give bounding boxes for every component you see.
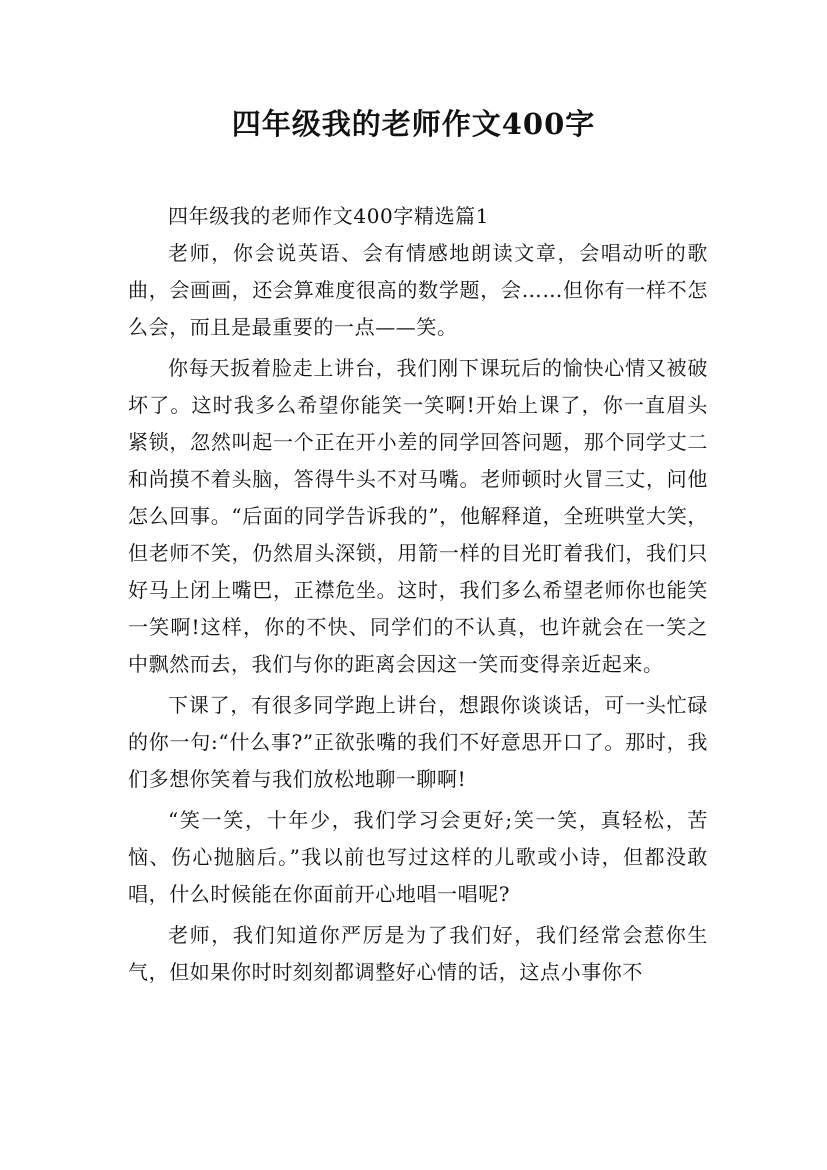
paragraph-2: 你每天扳着脸走上讲台，我们刚下课玩后的愉快心情又被破坏了。这时我多么希望你能笑一笑啊!开始上课了，你一直眉头紧锁，忽然叫起一个正在开小差的同学回答问题，那个同学丈二和尚摸不着头脑，答得牛头不对马嘴。老师顿时火冒三丈，问他怎么回事。“后面的同学告诉我的”，他解释道，全班哄堂大笑，但老师不笑，仍然眉头深锁，用箭一样的目光盯着我们，我们只好马上闭上嘴巴，正襟危坐。这时，我们多么希望老师你也能笑一笑啊!这样，你的不快、同学们的不认真，也许就会在一笑之中飘然而去，我们与你的距离会因这一笑而变得亲近起来。 bbox=[128, 356, 708, 676]
paragraph-4: “笑一笑，十年少，我们学习会更好;笑一笑，真轻松，苦恼、伤心抛脑后。”我以前也写过这样的儿歌或小诗，但都没敢唱，什么时候能在你面前开心地唱一唱呢? bbox=[128, 808, 708, 906]
document-title: 四年级我的老师作文400字 bbox=[231, 107, 596, 141]
paragraph-1: 老师，你会说英语、会有情感地朗读文章，会唱动听的歌曲，会画画，还会算难度很高的数学题，会……但你有一样不怎么会，而且是最重要的一点——笑。 bbox=[128, 241, 708, 339]
document-subtitle: 四年级我的老师作文400字精选篇1 bbox=[168, 204, 490, 228]
document-body bbox=[128, 198, 708, 991]
paragraph-3: 下课了，有很多同学跑上讲台，想跟你谈谈话，可一头忙碌的你一句:“什么事?”正欲张嘴的我们不好意思开口了。那时，我们多想你笑着与我们放松地聊一聊啊! bbox=[128, 693, 708, 791]
paragraph-5: 老师，我们知道你严厉是为了我们好，我们经常会惹你生气，但如果你时时刻刻都调整好心情的话，这点小事你不 bbox=[128, 923, 708, 984]
